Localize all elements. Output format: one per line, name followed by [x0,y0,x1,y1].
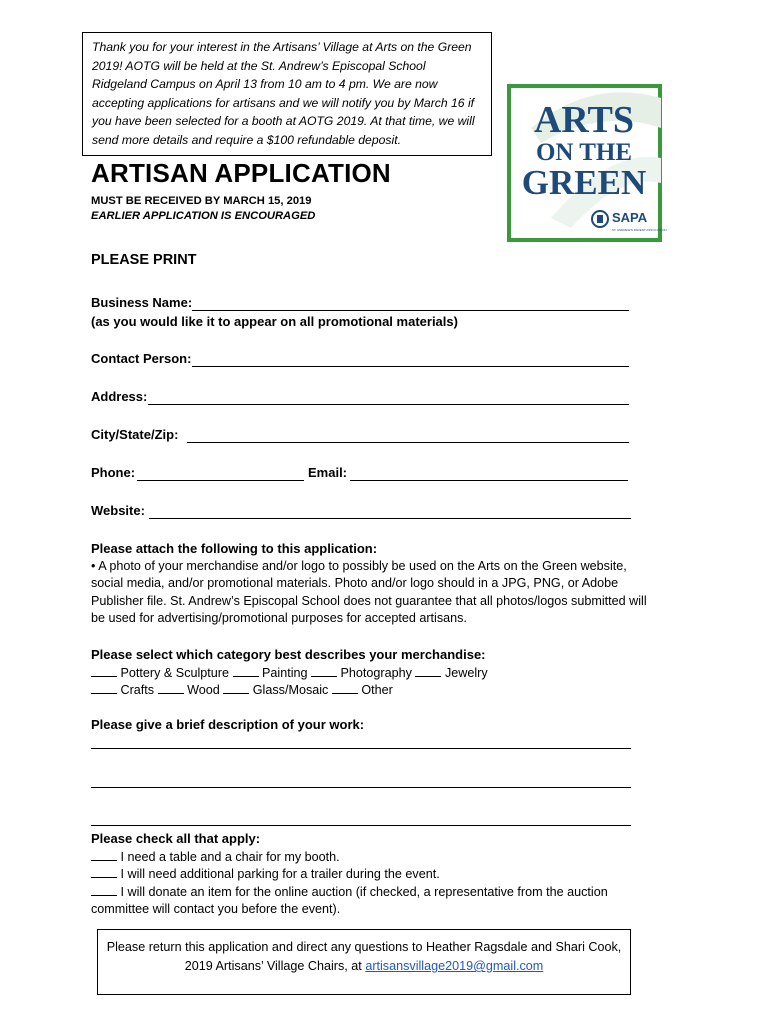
checkbox-blank[interactable] [332,681,358,694]
check-item-parking-label: I will need additional parking for a trailer during the event. [120,867,440,881]
checkbox-blank[interactable] [91,664,117,677]
category-painting: Painting [262,666,308,680]
return-instructions-box [97,929,631,995]
deadline-text: MUST BE RECEIVED BY MARCH 15, 2019 [91,195,312,207]
business-name-field[interactable] [192,310,629,311]
category-jewelry: Jewelry [444,666,488,680]
website-field[interactable] [149,518,631,519]
contact-email-link[interactable]: artisansvillage2019@gmail.com [365,959,544,973]
category-heading: Please select which category best describes your merchandise: [91,647,486,662]
intro-text: Thank you for your interest in the Artisans’ Village at Arts on the Green 2019! AOTG will be held at the St. Andrew’s Episcopal School Ridgeland Campus on April 13 from 10 am to 4 pm. We are now accepting applications for artisans and we will notify you by March 16 if you have been selected for a booth at AOTG 2019. At that time, we will send more details and require a $100 refundable deposit. [92,40,475,147]
address-label: Address: [91,389,148,404]
contact-person-field[interactable] [192,366,629,367]
checkbox-blank[interactable] [91,865,117,878]
check-item-parking [91,865,651,883]
website-label: Website: [91,503,145,518]
early-application-text: EARLIER APPLICATION IS ENCOURAGED [91,210,316,222]
description-line-2[interactable] [91,787,631,788]
address-field[interactable] [148,404,629,405]
category-pottery-sculpture: Pottery & Sculpture [120,666,229,680]
arts-on-the-green-logo [507,84,667,242]
email-label: Email: [308,465,348,480]
category-glass-mosaic: Glass/Mosaic [252,683,329,697]
logo-org: SAPA [612,210,648,225]
category-wood: Wood [187,683,220,697]
business-name-label: Business Name: [91,295,193,310]
description-line-1[interactable] [91,748,631,749]
category-crafts: Crafts [120,683,155,697]
business-name-note: (as you would like it to appear on all promotional materials) [91,314,458,329]
city-state-zip-field[interactable] [187,442,629,443]
category-row-1 [91,664,651,682]
city-state-zip-label: City/State/Zip: [91,427,179,442]
email-field[interactable] [350,480,628,481]
attach-body: • A photo of your merchandise and/or logo to possibly be used on the Arts on the Green website, social media, and/or promotional materials. Photo and/or logo should in a JPG, PNG, or Adobe Publisher file. St. Andrew’s Episcopal School does not guarantee that all photos/logos submitted will be used for advertising/promotional purposes for accepted artisans. [91,559,647,625]
phone-field[interactable] [137,480,304,481]
check-item-auction-label: I will donate an item for the online auction (if checked, a representative from the auction committee will contact you before the event). [91,885,608,917]
checkbox-blank[interactable] [91,883,117,896]
description-line-3[interactable] [91,825,631,826]
checkbox-blank[interactable] [311,664,337,677]
category-row-2 [91,681,651,699]
category-other: Other [361,683,393,697]
logo-line-green: GREEN [521,163,647,202]
check-item-table-label: I need a table and a chair for my booth. [120,850,340,864]
logo-line-on-the: ON THE [535,139,633,166]
contact-person-label: Contact Person: [91,351,192,366]
attach-heading: Please attach the following to this application: [91,541,378,556]
description-heading: Please give a brief description of your work: [91,717,365,732]
checkbox-blank[interactable] [415,664,441,677]
logo-org-sub: ST. ANDREW'S PARENT ASSOCIATION [612,228,667,232]
checks-heading: Please check all that apply: [91,831,261,846]
checkbox-blank[interactable] [223,681,249,694]
checkbox-blank[interactable] [91,848,117,861]
return-instructions-prefix: 2019 Artisans’ Village Chairs, at [184,959,366,973]
phone-label: Phone: [91,465,136,480]
checkbox-blank[interactable] [233,664,259,677]
return-instructions-line-1: Please return this application and direct any questions to Heather Ragsdale and Shari Cook, [106,940,622,954]
checkbox-blank[interactable] [158,681,184,694]
checkbox-blank[interactable] [91,681,117,694]
check-item-auction [91,883,636,919]
intro-box [82,32,492,156]
page-title: ARTISAN APPLICATION [91,158,391,188]
return-instructions-line-2 [98,957,630,976]
please-print-heading: PLEASE PRINT [91,252,197,268]
logo-line-arts: ARTS [533,99,635,141]
logo-graphic [511,88,667,238]
category-photography: Photography [340,666,412,680]
check-item-table [91,848,651,866]
